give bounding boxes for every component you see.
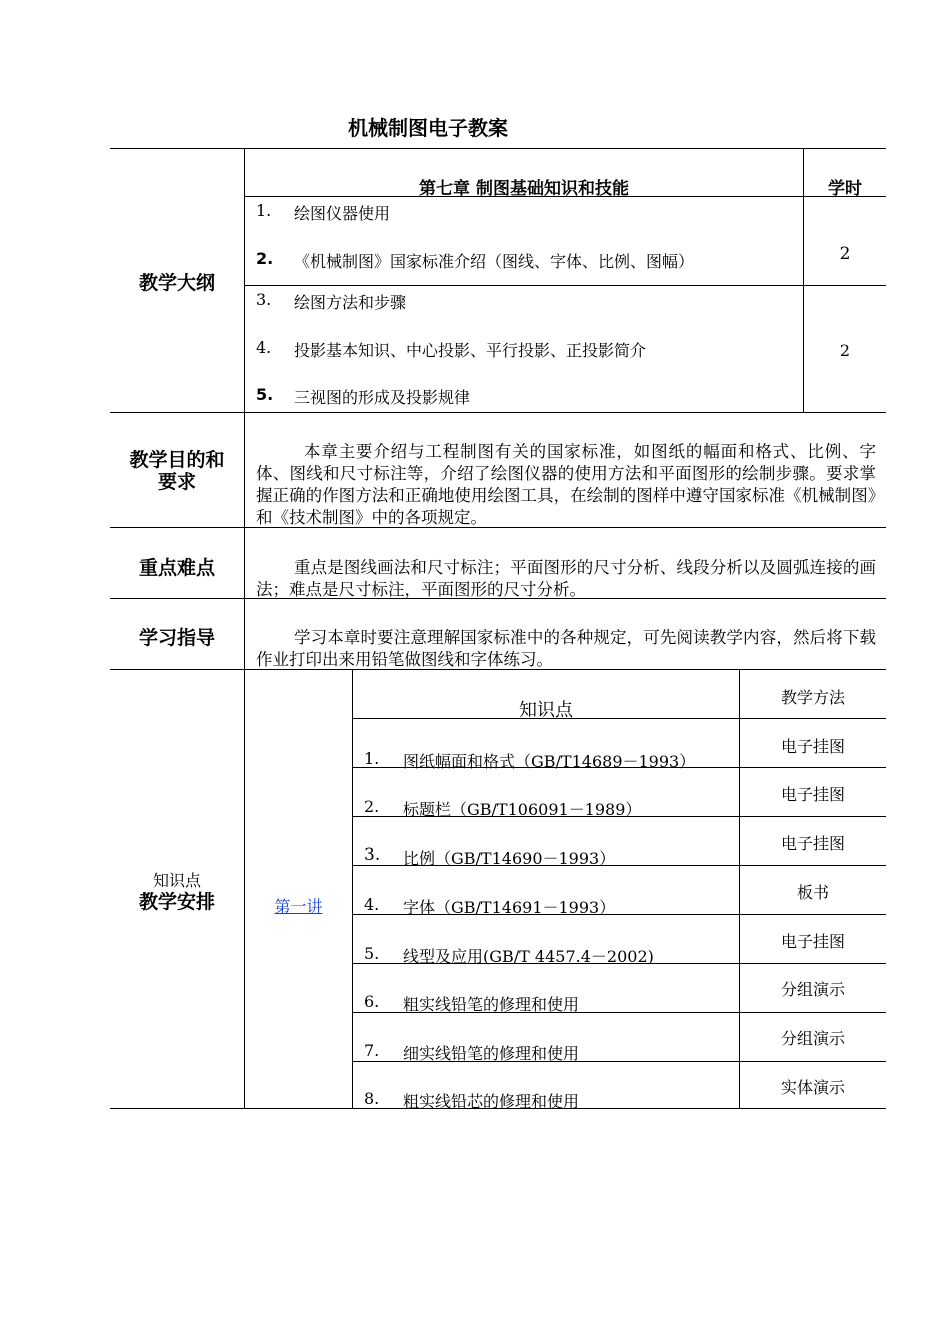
schedule-label-small: 知识点 (152, 871, 201, 890)
method-column-header: 教学方法 (780, 688, 845, 707)
row-text: 粗实线铅芯的修理和使用 (403, 1092, 580, 1111)
row-text: 细实线铅笔的修理和使用 (403, 1044, 580, 1063)
chapter-title: 第七章 制图基础知识和技能 (419, 179, 629, 199)
outline-item-number: 3. (256, 290, 272, 309)
row-text: 粗实线铅笔的修理和使用 (403, 995, 580, 1014)
row-method: 电子挂图 (780, 932, 845, 951)
row-method: 分组演示 (780, 980, 845, 999)
row-method: 电子挂图 (780, 737, 845, 756)
row-number: 6. (364, 992, 380, 1011)
row-method: 电子挂图 (780, 834, 845, 853)
outline-item-text: 《机械制图》国家标准介绍（图线、字体、比例、图幅） (294, 252, 695, 271)
outline-item-text: 投影基本知识、中心投影、平行投影、正投影简介 (294, 341, 647, 360)
row-number: 7. (364, 1041, 380, 1060)
outline-item-text: 绘图仪器使用 (294, 204, 391, 223)
objectives-label: 教学目的和 要求 (129, 449, 225, 493)
schedule-label: 教学安排 (138, 891, 215, 913)
row-text: 比例（GB/T14690－1993） (403, 849, 616, 868)
knowledge-column-header: 知识点 (519, 700, 573, 721)
outline-item-text: 三视图的形成及投影规律 (294, 388, 471, 407)
outline-item-number: 4. (256, 338, 272, 357)
outline-item-number: 5. (256, 385, 274, 404)
outline-item-number: 2. (256, 249, 274, 268)
row-number: 1. (364, 749, 380, 768)
row-number: 2. (364, 797, 380, 816)
row-method: 实体演示 (780, 1078, 845, 1097)
row-method: 电子挂图 (780, 785, 845, 804)
row-number: 5. (364, 944, 380, 963)
row-text: 标题栏（GB/T106091－1989） (403, 800, 642, 819)
outline-label: 教学大纲 (138, 272, 215, 294)
row-number: 4. (364, 895, 380, 914)
row-text: 字体（GB/T14691－1993） (403, 898, 616, 917)
outline-item-text: 绘图方法和步骤 (294, 293, 407, 312)
row-method: 分组演示 (780, 1029, 845, 1048)
outline-hours: 2 (839, 341, 851, 360)
objectives-text: 本章主要介绍与工程制图有关的国家标准，如图纸的幅面和格式、比例、字体、图线和尺寸标注等，介绍了绘图仪器的使用方法和平面图形的绘制步骤。要求掌握正确的作图方法和正确地使用绘图工具，在绘制的图样中遵守国家标准《机械制图》和《技术制图》中的各项规定。 (256, 442, 876, 527)
row-number: 3. (364, 845, 381, 865)
key-points-label: 重点难点 (138, 557, 215, 579)
row-text: 图纸幅面和格式（GB/T14689－1993） (403, 752, 696, 771)
key-points-text: 重点是图线画法和尺寸标注；平面图形的尺寸分析、线段分析以及圆弧连接的画法；难点是尺寸标注，平面图形的尺寸分析。 (256, 558, 876, 599)
lecture-link[interactable]: 第一讲 (274, 897, 323, 916)
outline-item-number: 1. (256, 201, 272, 220)
outline-hours: 2 (839, 244, 851, 264)
hours-header: 学时 (828, 179, 862, 199)
row-method: 板书 (796, 883, 829, 902)
guidance-label: 学习指导 (138, 627, 215, 649)
row-number: 8. (364, 1089, 380, 1108)
guidance-text: 学习本章时要注意理解国家标准中的各种规定，可先阅读教学内容，然后将下载作业打印出来用铅笔做图线和字体练习。 (256, 628, 876, 669)
row-text: 线型及应用(GB/T 4457.4－2002) (403, 947, 654, 966)
document-title: 机械制图电子教案 (348, 116, 508, 140)
